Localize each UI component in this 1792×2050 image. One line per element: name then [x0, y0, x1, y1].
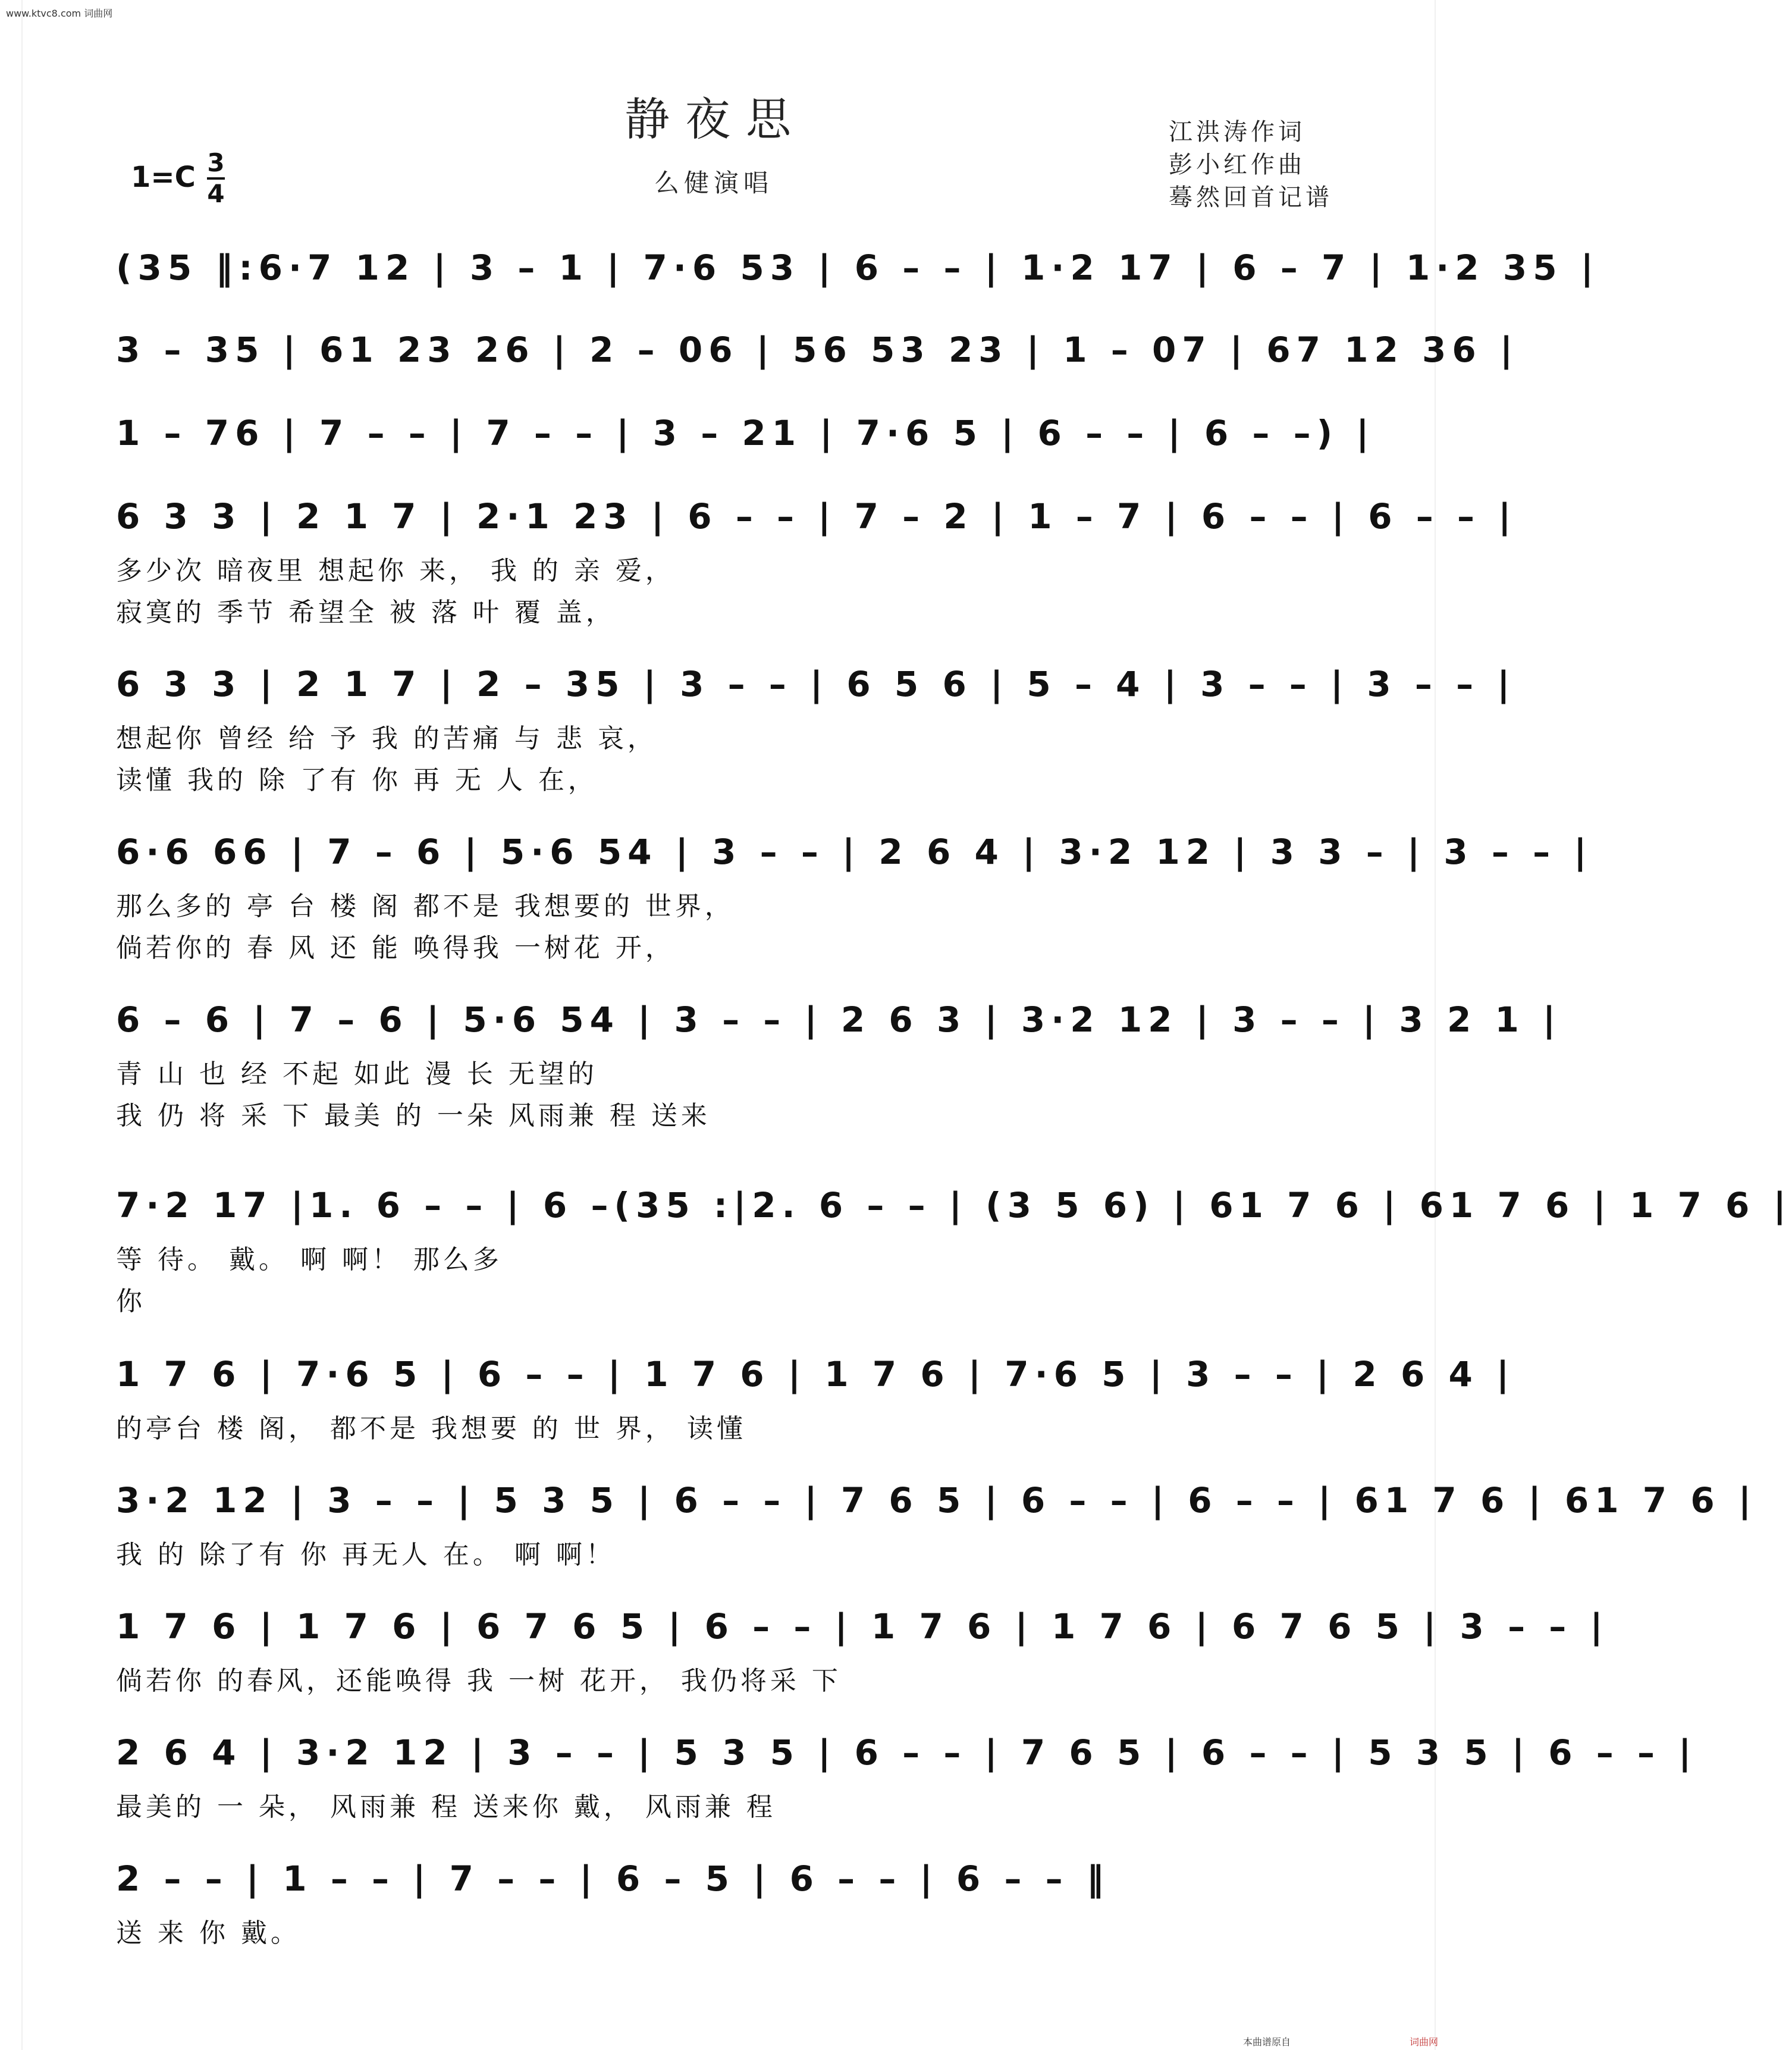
- lyric-verse-2: 读懂 我的 除 了有 你 再 无 人 在，: [116, 765, 598, 795]
- lyric-verse-1: 那么多的 亭 台 楼 阁 都不是 我想要的 世界，: [116, 891, 735, 921]
- notation-line: 6 – 6 | 7 – 6 | 5·6 54 | 3 – – | 2 6 3 | 3·2 12 | 3 – – | 3 2 1 |: [116, 999, 1562, 1040]
- lyric-verse-1: 送 来 你 戴。: [116, 1918, 300, 1948]
- time-signature-bottom: 4: [207, 179, 225, 208]
- lyricist-credit: 江洪涛作词: [1169, 118, 1305, 146]
- lyric-verse-2: 寂寞的 季节 希望全 被 落 叶 覆 盖，: [116, 597, 616, 628]
- composer-credit: 彭小红作曲: [1169, 151, 1305, 178]
- lyric-verse-2: 倘若你的 春 风 还 能 唤得我 一树花 开，: [116, 933, 675, 963]
- lyric-verse-1: 最美的 一 朵， 风雨兼 程 送来你 戴， 风雨兼 程: [116, 1792, 776, 1822]
- key-signature: 1=C: [131, 161, 196, 194]
- notation-line: 3·2 12 | 3 – – | 5 3 5 | 6 – – | 7 6 5 | 6 – – | 6 – – | 61 7 6 | 61 7 6 |: [116, 1480, 1758, 1521]
- lyric-verse-1: 我 的 除了有 你 再无人 在。 啊 啊！: [116, 1540, 616, 1570]
- notation-line: 3 – 35 | 61 23 26 | 2 – 06 | 56 53 23 | 1 – 07 | 67 12 36 |: [116, 330, 1519, 370]
- lyric-verse-1: 倘若你 的春风，还能唤得 我 一树 花开， 我仍将采 下: [116, 1666, 842, 1696]
- lyric-verse-1: 多少次 暗夜里 想起你 来， 我 的 亲 爱，: [116, 556, 675, 586]
- left-margin-line: [21, 0, 23, 2050]
- notation-line: (35 ‖:6·7 12 | 3 – 1 | 7·6 53 | 6 – – | 1·2 17 | 6 – 7 | 1·2 35 |: [116, 247, 1599, 288]
- time-signature: [207, 149, 225, 208]
- lyric-verse-1: 的亭台 楼 阁， 都不是 我想要 的 世 界， 读懂: [116, 1413, 746, 1444]
- time-signature-top: 3: [207, 149, 225, 180]
- notation-line: 1 7 6 | 7·6 5 | 6 – – | 1 7 6 | 1 7 6 | 7·6 5 | 3 – – | 2 6 4 |: [116, 1354, 1515, 1394]
- notation-line: 1 7 6 | 1 7 6 | 6 7 6 5 | 6 – – | 1 7 6 | 1 7 6 | 6 7 6 5 | 3 – – |: [116, 1606, 1609, 1647]
- song-title: 静夜思: [624, 93, 806, 146]
- lyric-verse-1: 等 待。 戴。 啊 啊！ 那么多: [116, 1245, 503, 1275]
- footer-source-note: 本曲谱原自: [1243, 2036, 1291, 2048]
- singer-credit: 么健演唱: [654, 168, 774, 198]
- transcriber-credit: 蓦然回首记谱: [1169, 184, 1333, 211]
- notation-line: 6 3 3 | 2 1 7 | 2 – 35 | 3 – – | 6 5 6 | 5 – 4 | 3 – – | 3 – – |: [116, 664, 1516, 704]
- site-url: www.ktvc8.com 词曲网: [6, 8, 113, 19]
- notation-line: 6·6 66 | 7 – 6 | 5·6 54 | 3 – – | 2 6 4 | 3·2 12 | 3 3 – | 3 – – |: [116, 832, 1593, 872]
- notation-line: 2 – – | 1 – – | 7 – – | 6 – 5 | 6 – – | 6 – – ‖: [116, 1858, 1110, 1899]
- notation-line: 6 3 3 | 2 1 7 | 2·1 23 | 6 – – | 7 – 2 | 1 – 7 | 6 – – | 6 – – |: [116, 496, 1517, 537]
- lyric-verse-1: 想起你 曾经 给 予 我 的苦痛 与 悲 哀，: [116, 723, 657, 754]
- lyric-verse-2: 你: [116, 1286, 146, 1316]
- notation-line: 2 6 4 | 3·2 12 | 3 – – | 5 3 5 | 6 – – | 7 6 5 | 6 – – | 5 3 5 | 6 – – |: [116, 1732, 1697, 1773]
- notation-line: 1 – 76 | 7 – – | 7 – – | 3 – 21 | 7·6 5 | 6 – – | 6 – –) |: [116, 413, 1375, 453]
- lyric-verse-2: 我 仍 将 采 下 最美 的 一朵 风雨兼 程 送来: [116, 1101, 711, 1131]
- lyric-verse-1: 青 山 也 经 不起 如此 漫 长 无望的: [116, 1059, 598, 1089]
- notation-line: 7·2 17 |1. 6 – – | 6 –(35 :|2. 6 – – | (3 5 6) | 61 7 6 | 61 7 6 | 1 7 6 |: [116, 1185, 1792, 1225]
- footer-site-logo: 词曲网: [1410, 2036, 1439, 2048]
